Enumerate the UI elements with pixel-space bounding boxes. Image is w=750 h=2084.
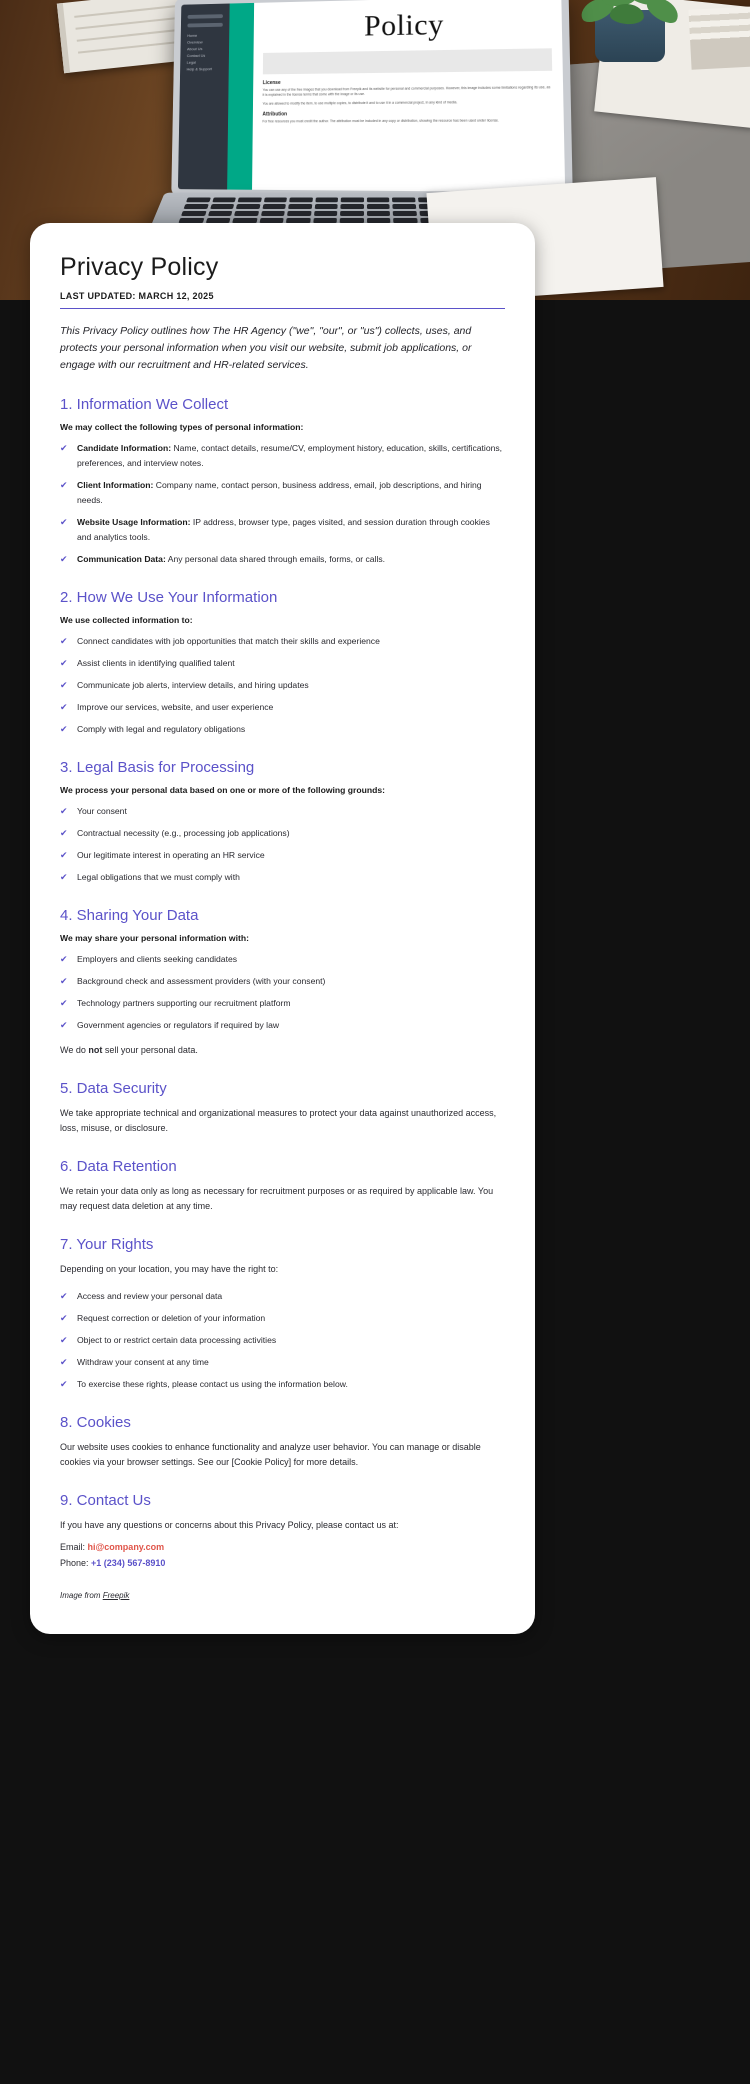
screen-section1-body: You can use any of the free images that you download from Freepik and its website for personal and commercial purposes. However, this image includes some limitations regarding its use, as it is explained in the license terms that come with the image or its use. bbox=[262, 85, 551, 97]
list-item bbox=[60, 1311, 505, 1326]
section-list-3 bbox=[60, 804, 505, 885]
no-sell-prefix: We do bbox=[60, 1045, 89, 1055]
list-item-text: Our legitimate interest in operating an HR service bbox=[77, 850, 265, 860]
list-item-label: Client Information: bbox=[77, 480, 154, 490]
list-item-label: Communication Data: bbox=[77, 554, 166, 564]
section-heading-4: 4. Sharing Your Data bbox=[60, 907, 199, 924]
check-icon: ✔ bbox=[60, 1020, 68, 1030]
check-icon: ✔ bbox=[60, 976, 68, 986]
check-icon: ✔ bbox=[60, 1291, 68, 1301]
list-item bbox=[60, 1018, 505, 1033]
list-item bbox=[60, 1289, 505, 1304]
check-icon: ✔ bbox=[60, 1379, 68, 1389]
list-item-text: Request correction or deletion of your information bbox=[77, 1313, 266, 1323]
list-item bbox=[60, 1333, 505, 1348]
list-item-label: Website Usage Information: bbox=[77, 517, 191, 527]
book bbox=[688, 6, 750, 70]
list-item-text: Name, contact details, resume/CV, employment history, education, skills, certifications, preferences, and interview notes. bbox=[77, 443, 503, 468]
no-sell-suffix: sell your personal data. bbox=[102, 1045, 198, 1055]
check-icon: ✔ bbox=[60, 1357, 68, 1367]
screen-nav-overview: Overview bbox=[187, 39, 203, 45]
check-icon: ✔ bbox=[60, 1313, 68, 1323]
image-credit-link[interactable]: Freepik bbox=[102, 1591, 130, 1600]
section-lead-4: We may share your personal information with: bbox=[60, 933, 249, 943]
list-item-text: Legal obligations that we must comply with bbox=[77, 872, 240, 882]
list-item bbox=[60, 804, 505, 819]
contact-email-line bbox=[60, 1539, 505, 1555]
check-icon: ✔ bbox=[60, 658, 68, 668]
list-item-text: Company name, contact person, business address, email, job descriptions, and hiring needs. bbox=[77, 480, 482, 505]
section-list-4 bbox=[60, 952, 505, 1033]
list-item bbox=[60, 552, 505, 567]
section-list-1 bbox=[60, 441, 505, 567]
email-link[interactable]: hi@company.com bbox=[87, 1542, 165, 1552]
check-icon: ✔ bbox=[60, 636, 68, 646]
list-item-text: Improve our services, website, and user experience bbox=[77, 702, 274, 712]
check-icon: ✔ bbox=[60, 680, 68, 690]
section-heading-2: 2. How We Use Your Information bbox=[60, 589, 278, 606]
list-item-text: Comply with legal and regulatory obligations bbox=[77, 724, 246, 734]
section-heading-1: 1. Information We Collect bbox=[60, 396, 229, 413]
section-paragraph-7: Depending on your location, you may have the right to: bbox=[60, 1264, 279, 1274]
section-lead-2: We use collected information to: bbox=[60, 615, 193, 625]
check-icon: ✔ bbox=[60, 443, 68, 453]
screen-sidebar bbox=[178, 4, 230, 190]
phone-value[interactable]: +1 (234) 567-8910 bbox=[91, 1558, 166, 1568]
list-item-text: Communicate job alerts, interview details, and hiring updates bbox=[77, 680, 309, 690]
section-heading-7: 7. Your Rights bbox=[60, 1236, 154, 1253]
screen-accent-bar bbox=[227, 3, 254, 190]
screen-nav-contact: Contact Us bbox=[186, 52, 206, 59]
list-item-text: Employers and clients seeking candidates bbox=[77, 954, 238, 964]
list-item bbox=[60, 515, 505, 545]
list-item bbox=[60, 722, 505, 737]
list-item bbox=[60, 441, 505, 471]
check-icon: ✔ bbox=[60, 724, 68, 734]
list-item bbox=[60, 656, 505, 671]
last-updated: LAST UPDATED: MARCH 12, 2025 bbox=[60, 291, 505, 309]
laptop-screen bbox=[178, 0, 565, 192]
intro-paragraph: This Privacy Policy outlines how The HR Agency ("we", "our", or "us") collects, uses, and protects your personal information when you visit our website, submit job applications, or engage with our recruitment and HR-related services. bbox=[60, 325, 472, 371]
screen-section2-heading: Attribution bbox=[262, 111, 288, 118]
section-heading-8: 8. Cookies bbox=[60, 1414, 131, 1431]
section-lead-1: We may collect the following types of personal information: bbox=[60, 422, 304, 432]
contact-phone-line bbox=[60, 1555, 505, 1571]
image-credit-prefix: Image from bbox=[60, 1591, 103, 1600]
check-icon: ✔ bbox=[60, 1335, 68, 1345]
list-item bbox=[60, 634, 505, 649]
section-heading-9: 9. Contact Us bbox=[60, 1492, 151, 1509]
image-credit bbox=[60, 1591, 505, 1600]
no-sell-note bbox=[60, 1043, 505, 1058]
section-heading-6: 6. Data Retention bbox=[60, 1158, 177, 1175]
list-item-text: Your consent bbox=[77, 806, 127, 816]
list-item-text: Access and review your personal data bbox=[77, 1291, 223, 1301]
email-label: Email: bbox=[60, 1542, 86, 1552]
list-item-label: Candidate Information: bbox=[77, 443, 172, 453]
list-item bbox=[60, 870, 505, 885]
screen-nav-help: Help & Support bbox=[186, 66, 213, 72]
section-list-2 bbox=[60, 634, 505, 737]
screen-nav-legal: Legal bbox=[186, 59, 196, 65]
section-heading-5: 5. Data Security bbox=[60, 1080, 167, 1097]
section-paragraph-8: Our website uses cookies to enhance functionality and analyze user behavior. You can manage or disable cookies via your browser settings. See our [Cookie Policy] for more details. bbox=[60, 1442, 481, 1467]
check-icon: ✔ bbox=[60, 554, 68, 564]
screen-section1-heading: License bbox=[262, 80, 281, 87]
section-paragraph-5: We take appropriate technical and organizational measures to protect your data against unauthorized access, loss, misuse, or disclosure. bbox=[60, 1108, 497, 1133]
section-list-7 bbox=[60, 1289, 505, 1392]
check-icon: ✔ bbox=[60, 517, 68, 527]
section-paragraph-6: We retain your data only as long as necessary for recruitment purposes or as required by applicable law. You may request data deletion at any time. bbox=[60, 1186, 494, 1211]
screen-nav-home: Home bbox=[187, 32, 198, 38]
list-item-text: Withdraw your consent at any time bbox=[77, 1357, 209, 1367]
list-item bbox=[60, 478, 505, 508]
check-icon: ✔ bbox=[60, 954, 68, 964]
privacy-policy-card bbox=[30, 223, 535, 1634]
check-icon: ✔ bbox=[60, 850, 68, 860]
list-item-text: Government agencies or regulators if required by law bbox=[77, 1020, 280, 1030]
screen-section2-body: For free resources you must credit the author. The attribution must be included in any copy or distribution, showing the resource has been used under license. bbox=[262, 118, 499, 124]
section-heading-3: 3. Legal Basis for Processing bbox=[60, 759, 255, 776]
list-item bbox=[60, 678, 505, 693]
screen-nav-about: About Us bbox=[186, 46, 203, 52]
phone-label: Phone: bbox=[60, 1558, 89, 1568]
list-item-text: Technology partners supporting our recruitment platform bbox=[77, 998, 291, 1008]
check-icon: ✔ bbox=[60, 998, 68, 1008]
plant-leaves bbox=[580, 0, 684, 28]
screen-title: Policy bbox=[364, 8, 444, 43]
check-icon: ✔ bbox=[60, 872, 68, 882]
section-paragraph-9: If you have any questions or concerns about this Privacy Policy, please contact us at: bbox=[60, 1520, 399, 1530]
list-item bbox=[60, 974, 505, 989]
list-item-text: Object to or restrict certain data processing activities bbox=[77, 1335, 277, 1345]
check-icon: ✔ bbox=[60, 806, 68, 816]
screen-banner bbox=[263, 48, 552, 74]
check-icon: ✔ bbox=[60, 702, 68, 712]
no-sell-bold: not bbox=[88, 1045, 103, 1055]
laptop-lid bbox=[171, 0, 573, 200]
list-item-text: To exercise these rights, please contact us using the information below. bbox=[77, 1379, 348, 1389]
list-item-text: Background check and assessment providers (with your consent) bbox=[77, 976, 326, 986]
list-item bbox=[60, 848, 505, 863]
section-lead-3: We process your personal data based on one or more of the following grounds: bbox=[60, 785, 386, 795]
list-item-text: Assist clients in identifying qualified talent bbox=[77, 658, 235, 668]
list-item bbox=[60, 826, 505, 841]
list-item bbox=[60, 952, 505, 967]
screen-content bbox=[252, 0, 565, 192]
list-item-text: Any personal data shared through emails, forms, or calls. bbox=[165, 554, 386, 564]
list-item bbox=[60, 1377, 505, 1392]
check-icon: ✔ bbox=[60, 480, 68, 490]
list-item-text: IP address, browser type, pages visited, and session duration through cookies and analytics tools. bbox=[77, 517, 490, 542]
list-item bbox=[60, 996, 505, 1011]
list-item bbox=[60, 700, 505, 715]
list-item-text: Contractual necessity (e.g., processing job applications) bbox=[77, 828, 290, 838]
screen-section1-body2: You are allowed to modify the item, to use multiple copies, to distribute it and to use it in a commercial project, in any kind of media. bbox=[262, 100, 458, 106]
page-title: Privacy Policy bbox=[60, 253, 219, 281]
list-item bbox=[60, 1355, 505, 1370]
list-item-text: Connect candidates with job opportunities that match their skills and experience bbox=[77, 636, 380, 646]
check-icon: ✔ bbox=[60, 828, 68, 838]
